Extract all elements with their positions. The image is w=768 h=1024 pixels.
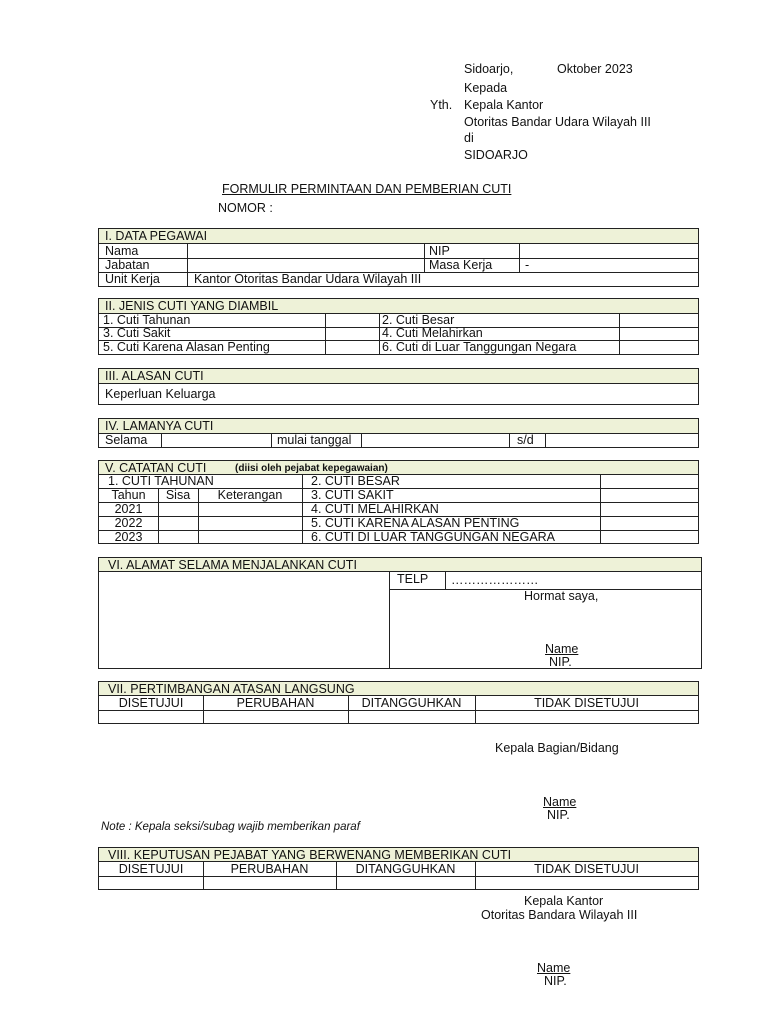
catatan-item: 6. CUTI DI LUAR TANGGUNGAN NEGARA [311,530,556,544]
section-title: I. DATA PEGAWAI [105,229,208,243]
final-signer-title2: Otoritas Bandara Wilayah III [481,908,638,922]
year-cell: 2021 [114,502,143,516]
sd-label: s/d [517,433,534,447]
place: Sidoarjo, [464,62,514,76]
recipient-line2: Otoritas Bandar Udara Wilayah III [464,115,651,129]
catatan-item: 4. CUTI MELAHIRKAN [311,502,439,516]
mulai-label: mulai tanggal [277,433,352,447]
unit-kerja-value: Kantor Otoritas Bandar Udara Wilayah III [194,272,422,286]
hormat-saya: Hormat saya, [524,589,599,603]
col-perubahan: PERUBAHAN [236,696,315,710]
section-jenis-cuti [98,298,699,355]
recipient-line4: SIDOARJO [464,148,528,162]
section-pertimbangan [98,681,699,724]
final-signer-title1: Kepala Kantor [524,894,604,908]
signer-name: Name [545,642,579,656]
cuti-tahunan-label: 1. CUTI TAHUNAN [108,474,214,488]
recipient-line1: Kepala Kantor [464,98,544,112]
note-text: Note : Kepala seksi/subag wajib memberikan paraf [101,821,360,833]
jabatan-label: Jabatan [105,258,150,272]
section-data-pegawai [98,228,699,287]
section-lamanya-cuti [98,418,699,448]
section-title: IV. LAMANYA CUTI [105,419,214,433]
date: Oktober 2023 [557,62,633,76]
col-perubahan: PERUBAHAN [230,862,309,876]
selama-label: Selama [105,433,148,447]
col-tidak-disetujui: TIDAK DISETUJUI [534,696,639,710]
col-sisa: Sisa [165,488,191,502]
section-title: VI. ALAMAT SELAMA MENJALANKAN CUTI [108,558,357,572]
section-title: V. CATATAN CUTI [105,461,207,475]
year-cell: 2022 [114,516,143,530]
col-tidak-disetujui: TIDAK DISETUJUI [534,862,639,876]
masa-kerja-label: Masa Kerja [429,258,493,272]
kepada: Kepada [464,81,508,95]
section-catatan-cuti [98,460,699,544]
catatan-item: 5. CUTI KARENA ALASAN PENTING [311,516,520,530]
section-alamat-cuti [98,557,702,669]
section-title: VII. PERTIMBANGAN ATASAN LANGSUNG [108,682,355,696]
yth: Yth. [430,98,453,112]
section-title: III. ALASAN CUTI [105,369,204,383]
section-title: II. JENIS CUTI YANG DIAMBIL [105,299,279,313]
cuti-item: 1. Cuti Tahunan [103,313,191,327]
signer-nip: NIP. [547,808,570,822]
final-signer-name: Name [537,961,571,975]
section-title: VIII. KEPUTUSAN PEJABAT YANG BERWENANG MEMBERIKAN CUTI [108,848,512,862]
alasan-value: Keperluan Keluarga [105,387,216,401]
cuti-item: 6. Cuti di Luar Tanggungan Negara [382,340,577,354]
section-alasan-cuti [98,368,699,405]
col-ditangguhkan: DITANGGUHKAN [361,696,462,710]
nama-label: Nama [105,244,139,258]
nomor-label: NOMOR : [218,201,273,215]
nip-label: NIP [429,244,450,258]
cuti-item: 3. Cuti Sakit [103,326,171,340]
cuti-item: 2. Cuti Besar [382,313,455,327]
cuti-item: 5. Cuti Karena Alasan Penting [103,340,270,354]
col-disetujui: DISETUJUI [118,696,184,710]
col-ditangguhkan: DITANGGUHKAN [355,862,456,876]
signer-title: Kepala Bagian/Bidang [495,741,619,755]
signer-nip: NIP. [549,655,572,669]
col-keterangan: Keterangan [217,488,283,502]
section-keputusan [98,847,699,890]
section-note: (diisi oleh pejabat kepegawaian) [235,463,388,474]
signer-name: Name [543,795,577,809]
catatan-item: 2. CUTI BESAR [311,474,400,488]
final-signer-nip: NIP. [544,974,567,988]
cuti-item: 4. Cuti Melahirkan [382,326,483,340]
telp-label: TELP [397,572,429,586]
catatan-item: 3. CUTI SAKIT [311,488,394,502]
masa-kerja-value: - [525,258,530,272]
unit-kerja-label: Unit Kerja [105,272,160,286]
col-tahun: Tahun [111,488,146,502]
recipient-line3: di [464,131,474,145]
year-cell: 2023 [114,530,143,544]
telp-value: ………………… [451,573,539,587]
form-title: FORMULIR PERMINTAAN DAN PEMBERIAN CUTI [222,182,512,196]
col-disetujui: DISETUJUI [118,862,184,876]
